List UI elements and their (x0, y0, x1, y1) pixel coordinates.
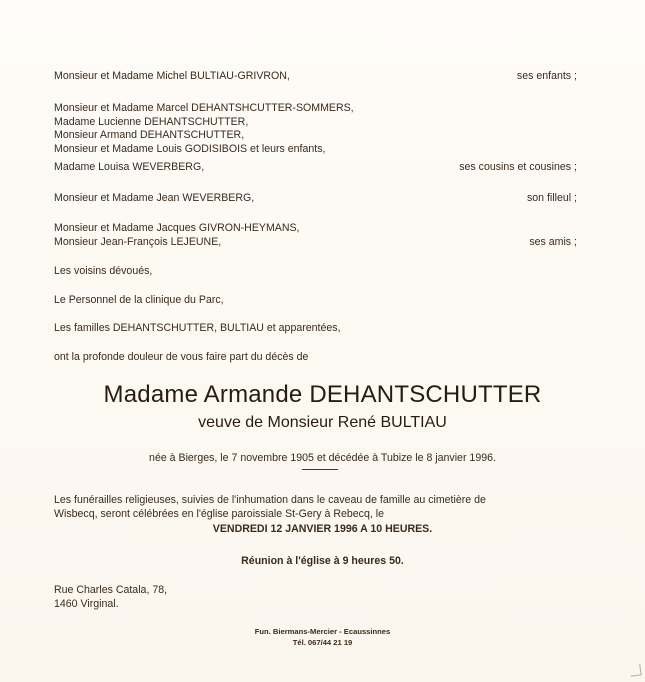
announcement-text: ont la profonde douleur de vous faire part du décès de (54, 351, 309, 363)
family-member: Monsieur et Madame Michel BULTIAU-GRIVRON, (54, 70, 290, 82)
family-member: Madame Louisa WEVERBERG, (54, 161, 205, 173)
family-line (54, 236, 577, 249)
undertaker-phone: Tél. 067/44 21 19 (292, 638, 353, 647)
family-line (54, 192, 577, 205)
relation-label: ses amis ; (529, 235, 577, 248)
family-line (54, 294, 577, 307)
undertaker-name: Fun. Biermans-Mercier - Ecaussinnes (254, 627, 391, 636)
announcement-line (54, 351, 577, 364)
page-corner-mark (629, 664, 641, 676)
family-member: Les voisins dévoués, (54, 265, 153, 277)
relation-label: ses enfants ; (516, 70, 577, 82)
family-line (54, 143, 577, 156)
birth-death-dates: née à Bierges, le 7 novembre 1905 et décédée à Tubize le 8 janvier 1996. (149, 452, 496, 464)
family-member: Monsieur Armand DEHANTSCHUTTER, (54, 129, 245, 141)
funeral-datetime: VENDREDI 12 JANVIER 1996 A 10 HEURES. (212, 523, 433, 535)
meeting-time: Réunion à l'église à 9 heures 50. (241, 555, 404, 567)
funeral-line-1: Les funérailles religieuses, suivies de l'inhumation dans le caveau de famille au cimetière de (54, 494, 486, 506)
family-member: Monsieur et Madame Jean WEVERBERG, (54, 192, 255, 204)
family-member: Le Personnel de la clinique du Parc, (54, 294, 224, 306)
family-member: Monsieur et Madame Louis GODISIBOIS et leurs enfants, (54, 142, 326, 155)
family-line (54, 161, 577, 174)
family-line (54, 70, 577, 83)
family-member: Les familles DEHANTSCHUTTER, BULTIAU et apparentées, (54, 322, 341, 334)
relation-label: son filleul ; (526, 192, 577, 204)
address-street (54, 584, 577, 597)
family-member: Monsieur Jean-François LEJEUNE, (54, 235, 222, 248)
deceased-name: Madame Armande DEHANTSCHUTTER (103, 381, 542, 408)
family-member: Madame Lucienne DEHANTSCHUTTER, (54, 115, 249, 128)
address-city (54, 598, 577, 611)
family-line (54, 265, 577, 278)
family-line (54, 116, 577, 129)
family-line (54, 222, 577, 235)
family-line (54, 322, 577, 335)
address-street-text: Rue Charles Catala, 78, (54, 584, 168, 596)
widow-of: veuve de Monsieur René BULTIAU (198, 414, 447, 431)
family-line (54, 129, 577, 142)
family-member: Monsieur et Madame Marcel DEHANTSHCUTTER-SOMMERS, (54, 102, 354, 114)
divider (302, 469, 338, 470)
funeral-line-2: Wisbecq, seront célébrées en l'église paroissiale St-Gery à Rebecq, le (54, 508, 384, 520)
family-member: Monsieur et Madame Jacques GIVRON-HEYMANS, (54, 222, 300, 234)
family-line (54, 102, 577, 115)
address-city-text: 1460 Virginal. (54, 598, 119, 610)
relation-label: ses cousins et cousines ; (459, 161, 577, 173)
